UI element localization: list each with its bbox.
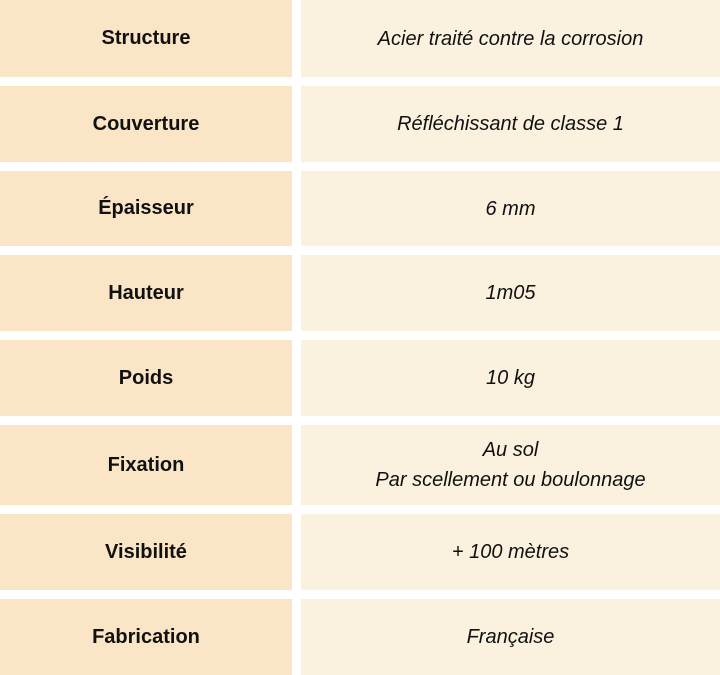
value-line: Au sol bbox=[482, 439, 539, 461]
row-value bbox=[301, 86, 720, 162]
row-label: Couverture bbox=[0, 86, 292, 162]
row-value bbox=[301, 514, 720, 590]
row-label: Fabrication bbox=[0, 599, 292, 675]
value-line: 6 mm bbox=[485, 197, 536, 220]
row-value bbox=[301, 171, 720, 246]
table-row-hauteur bbox=[0, 255, 720, 331]
row-label: Hauteur bbox=[0, 255, 292, 331]
table-row-fabrication bbox=[0, 599, 720, 675]
value-line: 1m05 bbox=[485, 282, 536, 304]
table-row-poids bbox=[0, 340, 720, 416]
row-value bbox=[301, 425, 720, 505]
row-label: Poids bbox=[0, 340, 292, 416]
row-value bbox=[301, 340, 720, 416]
value-line: Acier traité contre la corrosion bbox=[377, 27, 644, 50]
table-row-visibilite bbox=[0, 514, 720, 590]
value-line: Française bbox=[466, 626, 555, 648]
value-line: + 100 mètres bbox=[451, 541, 570, 563]
table-row-structure bbox=[0, 0, 720, 77]
table-row-couverture bbox=[0, 86, 720, 162]
row-label: Épaisseur bbox=[0, 171, 292, 246]
table-row-epaisseur bbox=[0, 171, 720, 246]
value-line: Réfléchissant de classe 1 bbox=[397, 113, 624, 135]
value-line: 10 kg bbox=[486, 367, 535, 389]
table-row-fixation bbox=[0, 425, 720, 505]
row-label: Visibilité bbox=[0, 514, 292, 590]
value-line: Par scellement ou boulonnage bbox=[375, 469, 646, 491]
row-label: Structure bbox=[0, 0, 292, 77]
row-value bbox=[301, 0, 720, 77]
row-label: Fixation bbox=[0, 425, 292, 505]
row-value bbox=[301, 255, 720, 331]
row-value bbox=[301, 599, 720, 675]
